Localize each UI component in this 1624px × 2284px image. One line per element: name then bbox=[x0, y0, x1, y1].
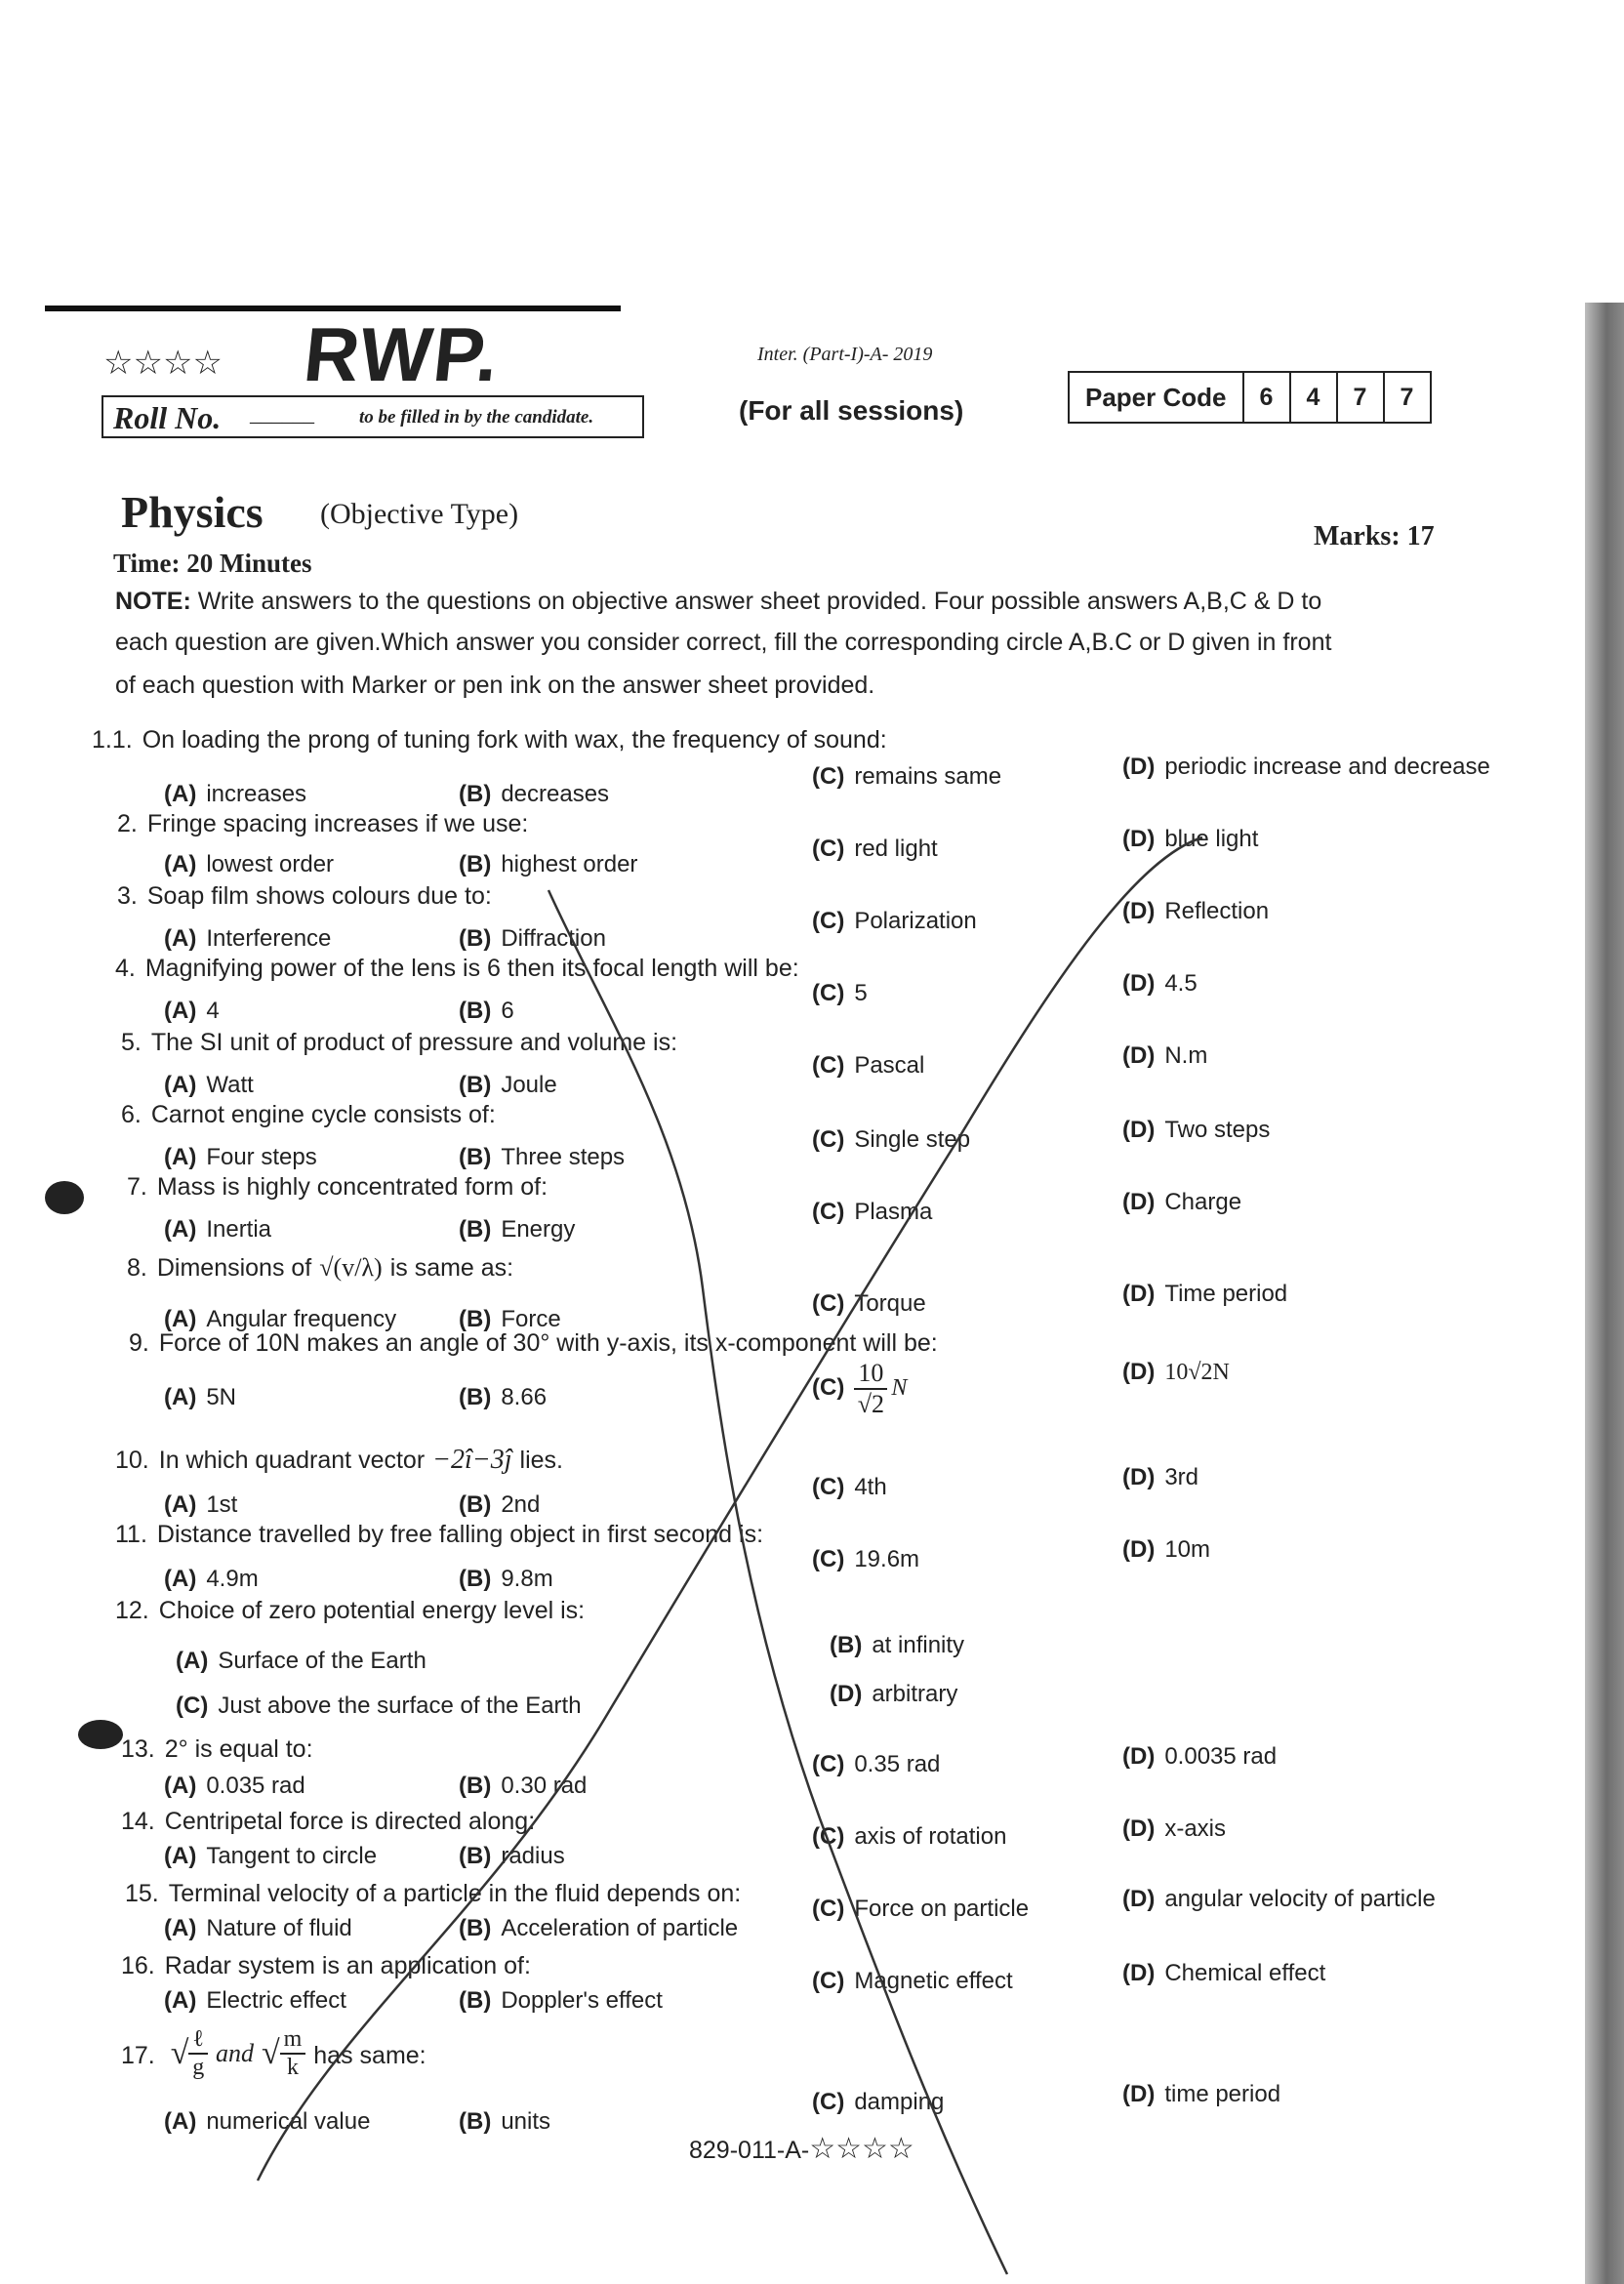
option-label-b: (B) bbox=[459, 998, 492, 1024]
paper-code-digit: 4 bbox=[1289, 373, 1336, 422]
question-number: 8. bbox=[127, 1254, 147, 1282]
question-text: has same: bbox=[313, 2042, 426, 2069]
option-text: decreases bbox=[501, 781, 610, 807]
option-label-b: (B) bbox=[459, 1491, 492, 1518]
question-text: Centripetal force is directed along: bbox=[164, 1808, 536, 1835]
option-label-c: (C) bbox=[176, 1693, 209, 1719]
radical-sign: √ bbox=[170, 2035, 189, 2071]
question-text: Terminal velocity of a particle in the fluid depends on: bbox=[168, 1880, 742, 1907]
option-label-a: (A) bbox=[164, 2108, 197, 2135]
option-label-d: (D) bbox=[1122, 826, 1156, 852]
roll-label: Roll No. bbox=[113, 400, 222, 435]
option-text: damping bbox=[854, 2089, 945, 2115]
option-label-a: (A) bbox=[164, 1773, 197, 1799]
question-text: Choice of zero potential energy level is: bbox=[158, 1597, 586, 1624]
fraction-denominator: k bbox=[286, 2055, 299, 2080]
option-label-c: (C) bbox=[812, 1052, 845, 1079]
option-text: periodic increase and decrease bbox=[1164, 754, 1490, 780]
option-text: Magnetic effect bbox=[854, 1968, 1013, 1994]
question-text: is same as: bbox=[389, 1254, 514, 1282]
option-label-a: (A) bbox=[164, 998, 197, 1024]
question-number: 15. bbox=[125, 1880, 159, 1907]
question-text: Carnot engine cycle consists of: bbox=[150, 1101, 496, 1128]
option-text: Polarization bbox=[854, 908, 977, 934]
option-text: 10√2N bbox=[1164, 1360, 1230, 1385]
option-text: Electric effect bbox=[206, 1987, 346, 2014]
option-label-b: (B) bbox=[459, 1843, 492, 1869]
option-label-d: (D) bbox=[1122, 2081, 1156, 2107]
option-text: units bbox=[501, 2108, 551, 2135]
option-label-d: (D) bbox=[1122, 1960, 1156, 1986]
question-text: In which quadrant vector bbox=[158, 1447, 426, 1474]
footer-code: 829-011-A-☆☆☆☆ bbox=[689, 2133, 914, 2165]
question-number: 11. bbox=[115, 1521, 147, 1548]
option-text: 5 bbox=[854, 980, 868, 1006]
option-label-d: (D) bbox=[1122, 1815, 1156, 1842]
option-label-d: (D) bbox=[1122, 1464, 1156, 1490]
option-label-a: (A) bbox=[164, 925, 197, 952]
question-number: 17. bbox=[121, 2042, 155, 2069]
option-text: Time period bbox=[1164, 1281, 1288, 1307]
question-text: On loading the prong of tuning fork with wax, the frequency of sound: bbox=[142, 726, 887, 754]
sessions-label: (For all sessions) bbox=[739, 395, 964, 426]
option-label-c: (C) bbox=[812, 1546, 845, 1572]
option-label-d: (D) bbox=[830, 1681, 863, 1707]
question-number: 4. bbox=[115, 955, 136, 982]
option-text: x-axis bbox=[1164, 1815, 1226, 1842]
fraction-numerator: 10 bbox=[854, 1359, 887, 1390]
option-label-a: (A) bbox=[164, 1491, 197, 1518]
option-label-c: (C) bbox=[812, 1374, 845, 1402]
option-label-d: (D) bbox=[1122, 1886, 1156, 1912]
option-text: 3rd bbox=[1164, 1464, 1199, 1490]
option-text: Force bbox=[501, 1306, 561, 1332]
question-text: Fringe spacing increases if we use: bbox=[146, 810, 529, 837]
time-label: Time: 20 Minutes bbox=[113, 549, 312, 578]
question-number: 16. bbox=[121, 1952, 155, 1979]
fraction-numerator: ℓ bbox=[188, 2026, 208, 2055]
option-label-b: (B) bbox=[459, 1144, 492, 1170]
option-text: numerical value bbox=[206, 2108, 371, 2135]
option-text: Torque bbox=[854, 1290, 926, 1317]
option-text: 2nd bbox=[501, 1491, 541, 1518]
note-line-1: NOTE: Write answers to the questions on objective answer sheet provided. Four possible answers A,B,C & D to bbox=[115, 588, 1322, 615]
option-label-b: (B) bbox=[459, 1773, 492, 1799]
option-label-b: (B) bbox=[459, 2108, 492, 2135]
option-label-a: (A) bbox=[164, 1144, 197, 1170]
note-label: NOTE: bbox=[115, 588, 191, 615]
option-text: 0.35 rad bbox=[854, 1751, 941, 1777]
option-text: 0.0035 rad bbox=[1164, 1743, 1278, 1770]
option-text: Energy bbox=[501, 1216, 576, 1243]
question-text: Magnifying power of the lens is 6 then its focal length will be: bbox=[144, 955, 799, 982]
option-label-c: (C) bbox=[812, 1968, 845, 1994]
option-text: angular velocity of particle bbox=[1164, 1886, 1436, 1912]
option-label-a: (A) bbox=[164, 781, 197, 807]
option-text: Plasma bbox=[854, 1199, 933, 1225]
option-text: Interference bbox=[206, 925, 332, 952]
question-text: Mass is highly concentrated form of: bbox=[156, 1173, 548, 1201]
option-label-c: (C) bbox=[812, 1823, 845, 1850]
question-number: 10. bbox=[115, 1447, 149, 1474]
option-label-c: (C) bbox=[812, 1474, 845, 1500]
option-text: axis of rotation bbox=[854, 1823, 1007, 1850]
option-label-b: (B) bbox=[459, 1384, 492, 1410]
option-text: Three steps bbox=[501, 1144, 626, 1170]
header-stars: ☆☆☆☆ bbox=[103, 345, 223, 382]
option-text: 4.5 bbox=[1164, 970, 1198, 997]
question-number: 13. bbox=[121, 1735, 155, 1763]
option-text: 5N bbox=[206, 1384, 237, 1410]
option-text: 9.8m bbox=[501, 1566, 553, 1592]
cross-stroke bbox=[548, 890, 1007, 2274]
fraction-denominator: g bbox=[192, 2055, 205, 2080]
option-label-c: (C) bbox=[812, 1751, 845, 1777]
roll-hint: to be filled in by the candidate. bbox=[359, 407, 594, 428]
option-text: Four steps bbox=[206, 1144, 317, 1170]
option-label-c: (C) bbox=[812, 2089, 845, 2115]
option-label-b: (B) bbox=[459, 1566, 492, 1592]
option-label-c: (C) bbox=[812, 763, 845, 790]
option-label-d: (D) bbox=[1122, 1743, 1156, 1770]
option-label-a: (A) bbox=[164, 1306, 197, 1332]
paper-code-digit: 7 bbox=[1336, 373, 1383, 422]
option-label-d: (D) bbox=[1122, 754, 1156, 780]
marks-label: Marks: 17 bbox=[1314, 521, 1435, 551]
option-label-b: (B) bbox=[459, 781, 492, 807]
option-text: Angular frequency bbox=[206, 1306, 397, 1332]
option-text: 10m bbox=[1164, 1536, 1211, 1563]
option-label-b: (B) bbox=[459, 1072, 492, 1098]
option-label-d: (D) bbox=[1122, 1281, 1156, 1307]
note-line-3: of each question with Marker or pen ink on the answer sheet provided. bbox=[115, 672, 875, 699]
option-text: Reflection bbox=[1164, 898, 1270, 924]
option-text: Force on particle bbox=[854, 1896, 1030, 1922]
option-text: at infinity bbox=[872, 1632, 965, 1658]
option-label-d: (D) bbox=[1122, 1536, 1156, 1563]
option-label-b: (B) bbox=[459, 1216, 492, 1243]
option-label-c: (C) bbox=[812, 908, 845, 934]
option-text: Two steps bbox=[1164, 1117, 1271, 1143]
option-label-b: (B) bbox=[459, 1987, 492, 2014]
option-label-b: (B) bbox=[459, 925, 492, 952]
option-text: Pascal bbox=[854, 1052, 925, 1079]
question-number: 7. bbox=[127, 1173, 147, 1201]
note-line-2: each question are given.Which answer you consider correct, fill the corresponding circle A,B.C or D given in front bbox=[115, 629, 1332, 656]
question-number: 6. bbox=[121, 1101, 142, 1128]
option-text: time period bbox=[1164, 2081, 1281, 2107]
option-text: 4 bbox=[206, 998, 220, 1024]
paper-type: (Objective Type) bbox=[320, 498, 519, 530]
option-text: radius bbox=[501, 1843, 565, 1869]
option-label-a: (A) bbox=[176, 1648, 209, 1674]
question-number: 2. bbox=[117, 810, 138, 837]
fraction-numerator: m bbox=[280, 2026, 306, 2055]
option-text: 0.30 rad bbox=[501, 1773, 588, 1799]
question-number: 3. bbox=[117, 882, 138, 910]
option-text: Surface of the Earth bbox=[218, 1648, 426, 1674]
option-label-c: (C) bbox=[812, 1199, 845, 1225]
question-number: 1.1. bbox=[92, 726, 133, 754]
question-text: Force of 10N makes an angle of 30° with y-axis, its x-component will be: bbox=[158, 1329, 938, 1357]
option-label-d: (D) bbox=[1122, 1359, 1156, 1385]
fraction-denominator: √2 bbox=[857, 1390, 884, 1418]
option-text: 6 bbox=[501, 998, 514, 1024]
option-label-c: (C) bbox=[812, 980, 845, 1006]
option-text: blue light bbox=[1164, 826, 1259, 852]
option-text: increases bbox=[206, 781, 307, 807]
option-label-a: (A) bbox=[164, 1216, 197, 1243]
option-label-d: (D) bbox=[1122, 1117, 1156, 1143]
option-text: Nature of fluid bbox=[206, 1915, 352, 1941]
option-label-a: (A) bbox=[164, 1384, 197, 1410]
option-text: Just above the surface of the Earth bbox=[218, 1693, 582, 1719]
option-label-b: (B) bbox=[459, 1915, 492, 1941]
option-text: Single step bbox=[854, 1126, 971, 1153]
option-label-c: (C) bbox=[812, 1126, 845, 1153]
option-label-a: (A) bbox=[164, 1987, 197, 2014]
option-text: Acceleration of particle bbox=[501, 1915, 739, 1941]
question-text: Soap film shows colours due to: bbox=[146, 882, 492, 910]
option-label-a: (A) bbox=[164, 1072, 197, 1098]
option-text: 4.9m bbox=[206, 1566, 259, 1592]
option-text: 0.035 rad bbox=[206, 1773, 305, 1799]
option-text: Diffraction bbox=[501, 925, 606, 952]
sqrt-expression: √(v/λ) bbox=[319, 1253, 383, 1282]
paper-code-digit: 7 bbox=[1383, 373, 1430, 422]
radical-sign: √ bbox=[261, 2035, 280, 2071]
option-label-c: (C) bbox=[812, 836, 845, 862]
subject-title: Physics bbox=[121, 487, 264, 537]
option-text: Joule bbox=[501, 1072, 557, 1098]
option-label-d: (D) bbox=[1122, 1189, 1156, 1215]
joiner-word: and bbox=[215, 2039, 254, 2067]
question-text: Dimensions of bbox=[156, 1254, 312, 1282]
option-text: remains same bbox=[854, 763, 1002, 790]
option-label-a: (A) bbox=[164, 851, 197, 877]
option-text: 1st bbox=[206, 1491, 238, 1518]
option-text: 19.6m bbox=[854, 1546, 920, 1572]
question-text: Distance travelled by free falling object in first second is: bbox=[156, 1521, 764, 1548]
option-label-c: (C) bbox=[812, 1896, 845, 1922]
option-label-d: (D) bbox=[1122, 970, 1156, 997]
option-text: red light bbox=[854, 836, 938, 862]
question-number: 14. bbox=[121, 1808, 155, 1835]
option-text: arbitrary bbox=[872, 1681, 958, 1707]
option-text: Charge bbox=[1164, 1189, 1242, 1215]
question-text: The SI unit of product of pressure and volume is: bbox=[150, 1029, 678, 1056]
option-label-b: (B) bbox=[830, 1632, 863, 1658]
question-text: lies. bbox=[519, 1447, 563, 1474]
question-number: 12. bbox=[115, 1597, 149, 1624]
option-text: highest order bbox=[501, 851, 638, 877]
option-unit: N bbox=[891, 1375, 908, 1402]
option-text: Watt bbox=[206, 1072, 254, 1098]
exam-title: Inter. (Part-I)-A- 2019 bbox=[757, 344, 933, 365]
paper-code-label: Paper Code bbox=[1085, 382, 1227, 412]
option-text: 4th bbox=[854, 1474, 887, 1500]
option-label-d: (D) bbox=[1122, 1042, 1156, 1069]
option-label-b: (B) bbox=[459, 851, 492, 877]
option-text: Doppler's effect bbox=[501, 1987, 663, 2014]
option-text: N.m bbox=[1164, 1042, 1208, 1069]
city-stamp: RWP. bbox=[300, 311, 505, 397]
cross-stroke bbox=[258, 837, 1202, 2181]
option-label-d: (D) bbox=[1122, 898, 1156, 924]
option-text: lowest order bbox=[206, 851, 335, 877]
paper-code-digit: 6 bbox=[1242, 373, 1289, 422]
option-label-a: (A) bbox=[164, 1566, 197, 1592]
option-label-c: (C) bbox=[812, 1290, 845, 1317]
question-number: 9. bbox=[129, 1329, 149, 1357]
option-label-a: (A) bbox=[164, 1843, 197, 1869]
question-number: 5. bbox=[121, 1029, 142, 1056]
question-text: 2° is equal to: bbox=[164, 1735, 313, 1763]
question-text: Radar system is an application of: bbox=[164, 1952, 531, 1979]
option-label-a: (A) bbox=[164, 1915, 197, 1941]
option-text: Inertia bbox=[206, 1216, 272, 1243]
roll-blank: ______ bbox=[250, 401, 314, 426]
vector-expression: −2î−3ĵ bbox=[432, 1445, 512, 1475]
option-text: 8.66 bbox=[501, 1384, 548, 1410]
option-label-b: (B) bbox=[459, 1306, 492, 1332]
option-text: Tangent to circle bbox=[206, 1843, 378, 1869]
option-text: Chemical effect bbox=[1164, 1960, 1326, 1986]
